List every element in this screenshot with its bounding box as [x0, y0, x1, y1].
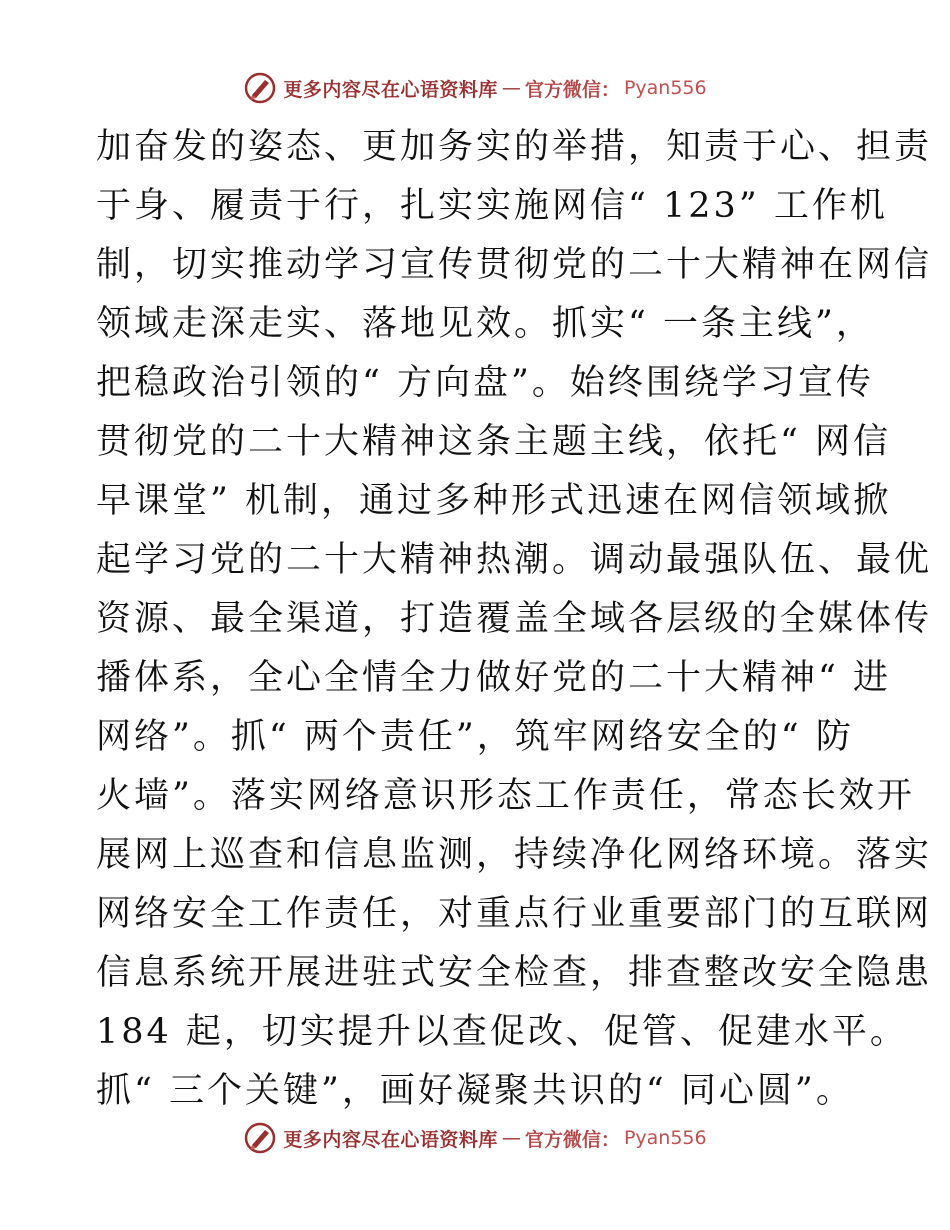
text-line: 贯彻党的二十大精神这条主题主线，依托“ 网信 — [96, 422, 892, 462]
text-line: 加奋发的姿态、更加务实的举措，知责于心、担责 — [96, 127, 933, 167]
watermark-wechat-id: Pyan556 — [623, 1127, 707, 1149]
footer-watermark — [0, 1116, 950, 1160]
text-line: 资源、最全渠道，打造覆盖全域各层级的全媒体传 — [96, 599, 933, 639]
text-line: 抓“ 三个关键”，画好凝聚共识的“ 同心圆”。 — [96, 1071, 854, 1111]
text-line: 展网上巡查和信息监测，持续净化网络环境。落实 — [96, 835, 933, 875]
watermark-site-text: 更多内容尽在心语资料库 — [283, 78, 498, 101]
text-line: 网络”。抓“ 两个责任”，筑牢网络安全的“ 防 — [96, 717, 854, 757]
pen-logo-icon — [243, 71, 277, 105]
text-line: 把稳政治引领的“ 方向盘”。始终围绕学习宣传 — [96, 363, 874, 403]
text-line: 网络安全工作责任，对重点行业重要部门的互联网 — [96, 894, 933, 934]
watermark-official-label: 官方微信： — [524, 1128, 620, 1151]
body-paragraph — [96, 118, 933, 1121]
watermark-dash: — — [501, 77, 521, 99]
text-line: 领域走深走实、落地见效。抓实“ 一条主线”， — [96, 304, 874, 344]
text-line: 火墙”。落实网络意识形态工作责任，常态长效开 — [96, 776, 915, 816]
watermark-site-text: 更多内容尽在心语资料库 — [283, 1128, 498, 1151]
text-line: 184 起，切实提升以查促改、促管、促建水平。 — [96, 1012, 908, 1052]
text-line: 播体系，全心全情全力做好党的二十大精神“ 进 — [96, 658, 892, 698]
text-line: 起学习党的二十大精神热潮。调动最强队伍、最优 — [96, 540, 933, 580]
text-line: 早课堂” 机制，通过多种形式迅速在网信领域掀 — [96, 481, 892, 521]
text-line: 制，切实推动学习宣传贯彻党的二十大精神在网信 — [96, 245, 933, 285]
header-watermark — [0, 66, 950, 110]
watermark-dash: — — [501, 1127, 521, 1149]
watermark-wechat-id: Pyan556 — [623, 77, 707, 99]
text-line: 信息系统开展进驻式安全检查，排查整改安全隐患 — [96, 953, 933, 993]
text-line: 于身、履责于行，扎实实施网信“ 123” 工作机 — [96, 186, 888, 226]
watermark-official-label: 官方微信： — [524, 78, 620, 101]
pen-logo-icon — [243, 1121, 277, 1155]
